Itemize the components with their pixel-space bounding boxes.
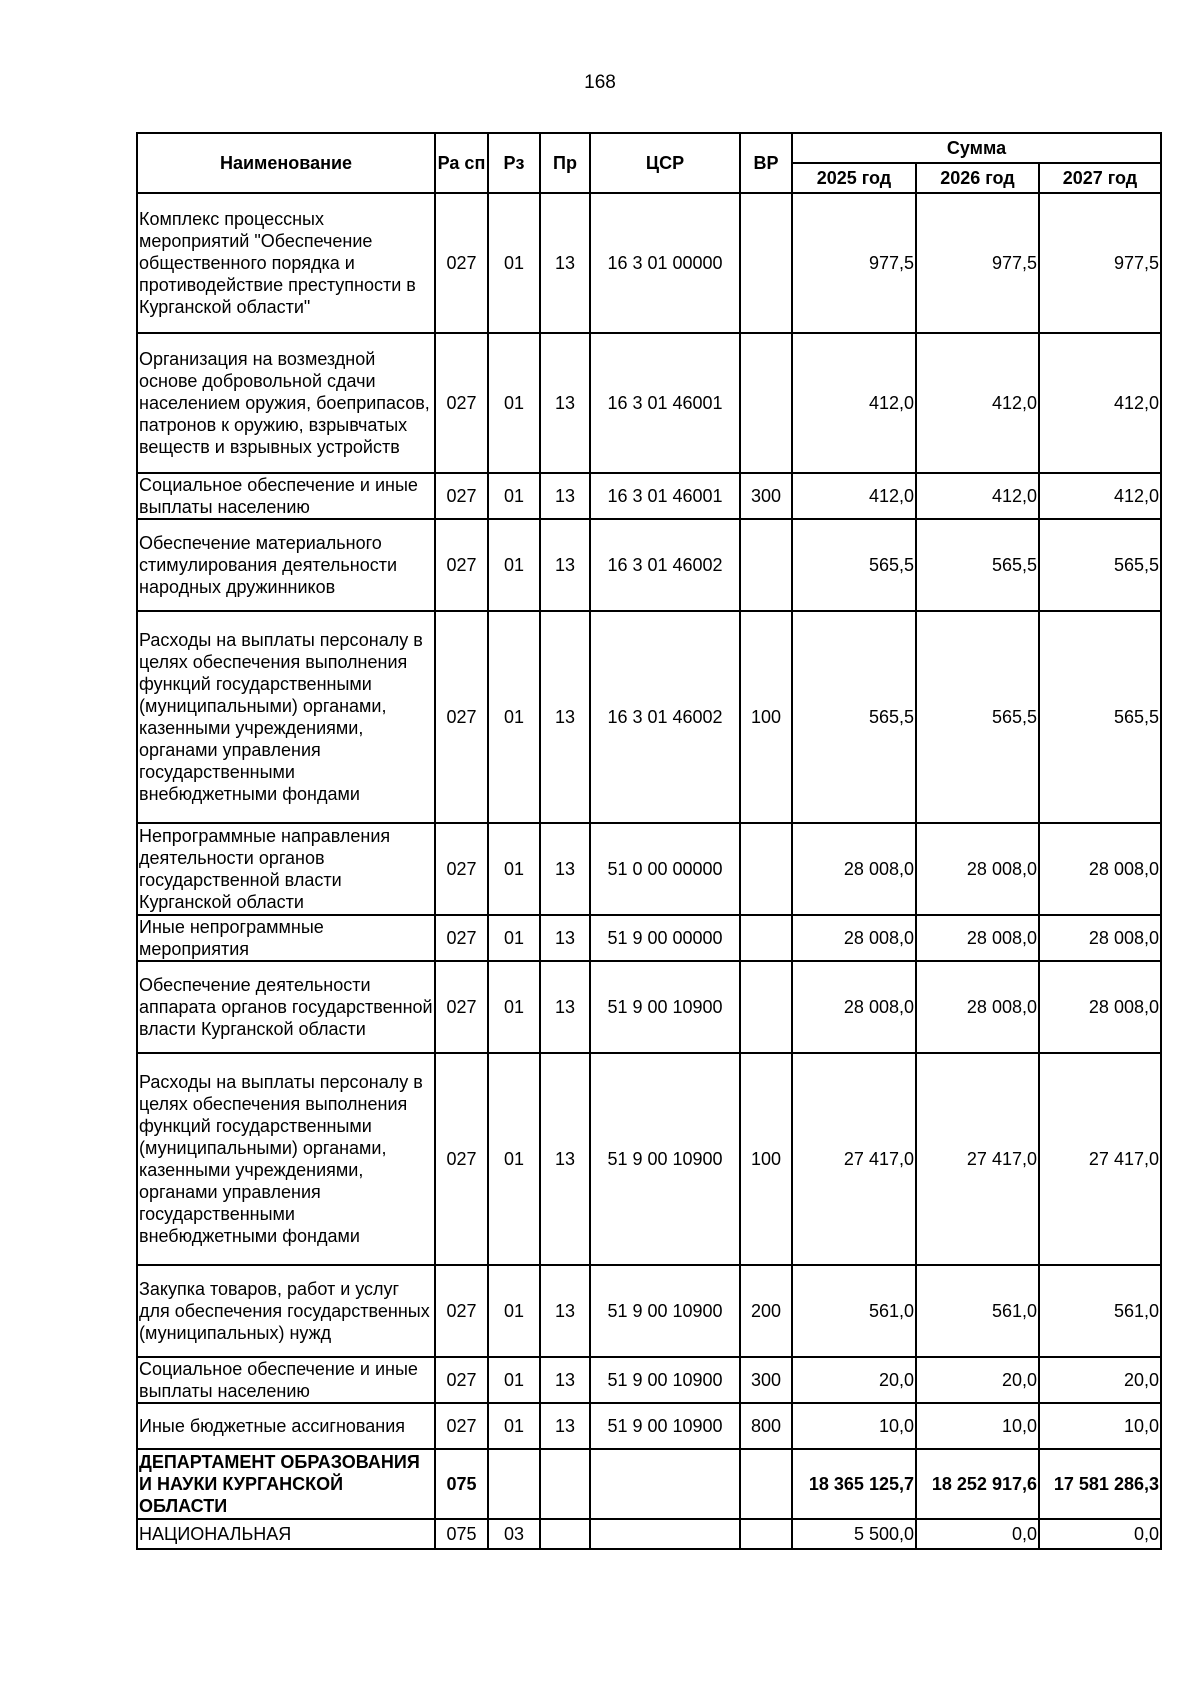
cell-rasp: 027	[435, 611, 488, 823]
cell-2026: 28 008,0	[916, 823, 1039, 915]
cell-2027: 28 008,0	[1039, 961, 1161, 1053]
cell-csr: 51 0 00 00000	[590, 823, 740, 915]
cell-2027: 0,0	[1039, 1519, 1161, 1549]
cell-name: Расходы на выплаты персоналу в целях обеспечения выполнения функций государственными (муниципальными) органами, казенными учреждениями, органами управления государственными внебюджетными фондами	[137, 1053, 435, 1265]
cell-rasp: 075	[435, 1449, 488, 1519]
cell-pr: 13	[540, 611, 590, 823]
cell-vr	[740, 519, 792, 611]
cell-vr: 800	[740, 1403, 792, 1449]
cell-2025: 28 008,0	[792, 961, 916, 1053]
cell-vr: 200	[740, 1265, 792, 1357]
cell-pr	[540, 1519, 590, 1549]
cell-name: Непрограммные направления деятельности органов государственной власти Курганской области	[137, 823, 435, 915]
cell-vr: 300	[740, 473, 792, 519]
cell-2025: 565,5	[792, 519, 916, 611]
cell-2027: 10,0	[1039, 1403, 1161, 1449]
cell-rz: 01	[488, 915, 540, 961]
cell-rz: 01	[488, 333, 540, 473]
cell-2027: 17 581 286,3	[1039, 1449, 1161, 1519]
table-row	[137, 611, 1161, 823]
cell-pr: 13	[540, 193, 590, 333]
cell-name: ДЕПАРТАМЕНТ ОБРАЗОВАНИЯ И НАУКИ КУРГАНСКОЙ ОБЛАСТИ	[137, 1449, 435, 1519]
cell-2026: 28 008,0	[916, 915, 1039, 961]
cell-csr: 16 3 01 00000	[590, 193, 740, 333]
table-row	[137, 823, 1161, 915]
header-pr: Пр	[540, 133, 590, 193]
cell-rz	[488, 1449, 540, 1519]
cell-rz: 01	[488, 1265, 540, 1357]
cell-rasp: 027	[435, 1265, 488, 1357]
cell-2027: 27 417,0	[1039, 1053, 1161, 1265]
cell-name: Комплекс процессных мероприятий "Обеспечение общественного порядка и противодействие преступности в Курганской области"	[137, 193, 435, 333]
header-sum: Сумма	[792, 133, 1161, 163]
cell-2025: 412,0	[792, 333, 916, 473]
cell-csr	[590, 1449, 740, 1519]
cell-vr: 300	[740, 1357, 792, 1403]
cell-rasp: 027	[435, 333, 488, 473]
cell-2025: 27 417,0	[792, 1053, 916, 1265]
cell-rasp: 027	[435, 1403, 488, 1449]
table-row	[137, 1449, 1161, 1519]
cell-rz: 01	[488, 1357, 540, 1403]
cell-pr	[540, 1449, 590, 1519]
cell-2027: 412,0	[1039, 473, 1161, 519]
header-year-2027: 2027 год	[1039, 163, 1161, 193]
cell-2025: 565,5	[792, 611, 916, 823]
cell-2026: 412,0	[916, 473, 1039, 519]
cell-2025: 20,0	[792, 1357, 916, 1403]
cell-name: Расходы на выплаты персоналу в целях обеспечения выполнения функций государственными (муниципальными) органами, казенными учреждениями, органами управления государственными внебюджетными фондами	[137, 611, 435, 823]
cell-vr: 100	[740, 1053, 792, 1265]
cell-2025: 5 500,0	[792, 1519, 916, 1549]
cell-name: Обеспечение материального стимулирования деятельности народных дружинников	[137, 519, 435, 611]
cell-pr: 13	[540, 1265, 590, 1357]
cell-name: НАЦИОНАЛЬНАЯ	[137, 1519, 435, 1549]
header-vr: ВР	[740, 133, 792, 193]
cell-rasp: 027	[435, 823, 488, 915]
cell-csr: 16 3 01 46001	[590, 333, 740, 473]
cell-2026: 565,5	[916, 519, 1039, 611]
budget-table	[136, 132, 1162, 1550]
page-number: 168	[584, 72, 616, 93]
cell-csr: 16 3 01 46002	[590, 519, 740, 611]
cell-csr: 51 9 00 10900	[590, 1403, 740, 1449]
cell-name: Иные непрограммные мероприятия	[137, 915, 435, 961]
cell-2026: 18 252 917,6	[916, 1449, 1039, 1519]
cell-pr: 13	[540, 961, 590, 1053]
cell-vr	[740, 1449, 792, 1519]
cell-csr: 51 9 00 10900	[590, 961, 740, 1053]
cell-csr: 51 9 00 00000	[590, 915, 740, 961]
cell-pr: 13	[540, 333, 590, 473]
cell-csr	[590, 1519, 740, 1549]
cell-csr: 51 9 00 10900	[590, 1265, 740, 1357]
cell-2025: 28 008,0	[792, 823, 916, 915]
header-csr: ЦСР	[590, 133, 740, 193]
cell-2026: 565,5	[916, 611, 1039, 823]
cell-vr	[740, 193, 792, 333]
table-body	[137, 193, 1161, 1549]
cell-vr: 100	[740, 611, 792, 823]
cell-rz: 01	[488, 823, 540, 915]
cell-2027: 412,0	[1039, 333, 1161, 473]
cell-2026: 561,0	[916, 1265, 1039, 1357]
cell-name: Организация на возмездной основе добровольной сдачи населением оружия, боеприпасов, патронов к оружию, взрывчатых веществ и взрывных устройств	[137, 333, 435, 473]
cell-vr	[740, 961, 792, 1053]
cell-rasp: 027	[435, 193, 488, 333]
table-row	[137, 961, 1161, 1053]
cell-name: Обеспечение деятельности аппарата органов государственной власти Курганской области	[137, 961, 435, 1053]
cell-2026: 28 008,0	[916, 961, 1039, 1053]
cell-pr: 13	[540, 915, 590, 961]
cell-2027: 20,0	[1039, 1357, 1161, 1403]
cell-2026: 0,0	[916, 1519, 1039, 1549]
cell-2027: 565,5	[1039, 519, 1161, 611]
cell-pr: 13	[540, 1403, 590, 1449]
cell-csr: 51 9 00 10900	[590, 1357, 740, 1403]
header-rasp: Ра сп	[435, 133, 488, 193]
cell-rz: 01	[488, 519, 540, 611]
cell-rasp: 027	[435, 915, 488, 961]
cell-2026: 20,0	[916, 1357, 1039, 1403]
cell-2025: 18 365 125,7	[792, 1449, 916, 1519]
header-rz: Рз	[488, 133, 540, 193]
cell-2025: 412,0	[792, 473, 916, 519]
table-row	[137, 1265, 1161, 1357]
table-row	[137, 193, 1161, 333]
cell-name: Иные бюджетные ассигнования	[137, 1403, 435, 1449]
cell-rasp: 075	[435, 1519, 488, 1549]
table-row	[137, 333, 1161, 473]
cell-name: Социальное обеспечение и иные выплаты населению	[137, 473, 435, 519]
cell-rasp: 027	[435, 473, 488, 519]
cell-2027: 561,0	[1039, 1265, 1161, 1357]
cell-pr: 13	[540, 823, 590, 915]
cell-2027: 565,5	[1039, 611, 1161, 823]
table-row	[137, 1403, 1161, 1449]
cell-rz: 03	[488, 1519, 540, 1549]
header-year-2026: 2026 год	[916, 163, 1039, 193]
cell-rz: 01	[488, 1403, 540, 1449]
header-year-2025: 2025 год	[792, 163, 916, 193]
table-header	[137, 133, 1161, 193]
table-row	[137, 1519, 1161, 1549]
cell-rz: 01	[488, 961, 540, 1053]
cell-pr: 13	[540, 1357, 590, 1403]
cell-2025: 28 008,0	[792, 915, 916, 961]
cell-2026: 10,0	[916, 1403, 1039, 1449]
cell-pr: 13	[540, 519, 590, 611]
cell-rz: 01	[488, 1053, 540, 1265]
cell-vr	[740, 1519, 792, 1549]
cell-2026: 27 417,0	[916, 1053, 1039, 1265]
cell-rz: 01	[488, 193, 540, 333]
cell-csr: 16 3 01 46001	[590, 473, 740, 519]
cell-pr: 13	[540, 473, 590, 519]
table-row	[137, 915, 1161, 961]
cell-2025: 561,0	[792, 1265, 916, 1357]
header-name: Наименование	[137, 133, 435, 193]
cell-csr: 51 9 00 10900	[590, 1053, 740, 1265]
cell-vr	[740, 823, 792, 915]
cell-rasp: 027	[435, 1053, 488, 1265]
cell-rasp: 027	[435, 519, 488, 611]
cell-vr	[740, 333, 792, 473]
cell-rasp: 027	[435, 1357, 488, 1403]
table-row	[137, 519, 1161, 611]
cell-vr	[740, 915, 792, 961]
cell-pr: 13	[540, 1053, 590, 1265]
cell-2027: 28 008,0	[1039, 823, 1161, 915]
cell-2025: 10,0	[792, 1403, 916, 1449]
cell-2027: 977,5	[1039, 193, 1161, 333]
cell-rz: 01	[488, 473, 540, 519]
table-row	[137, 1357, 1161, 1403]
cell-rasp: 027	[435, 961, 488, 1053]
table-row	[137, 1053, 1161, 1265]
cell-2026: 412,0	[916, 333, 1039, 473]
cell-2026: 977,5	[916, 193, 1039, 333]
cell-2025: 977,5	[792, 193, 916, 333]
cell-name: Закупка товаров, работ и услуг для обеспечения государственных (муниципальных) нужд	[137, 1265, 435, 1357]
cell-2027: 28 008,0	[1039, 915, 1161, 961]
table-row	[137, 473, 1161, 519]
cell-name: Социальное обеспечение и иные выплаты населению	[137, 1357, 435, 1403]
cell-csr: 16 3 01 46002	[590, 611, 740, 823]
cell-rz: 01	[488, 611, 540, 823]
